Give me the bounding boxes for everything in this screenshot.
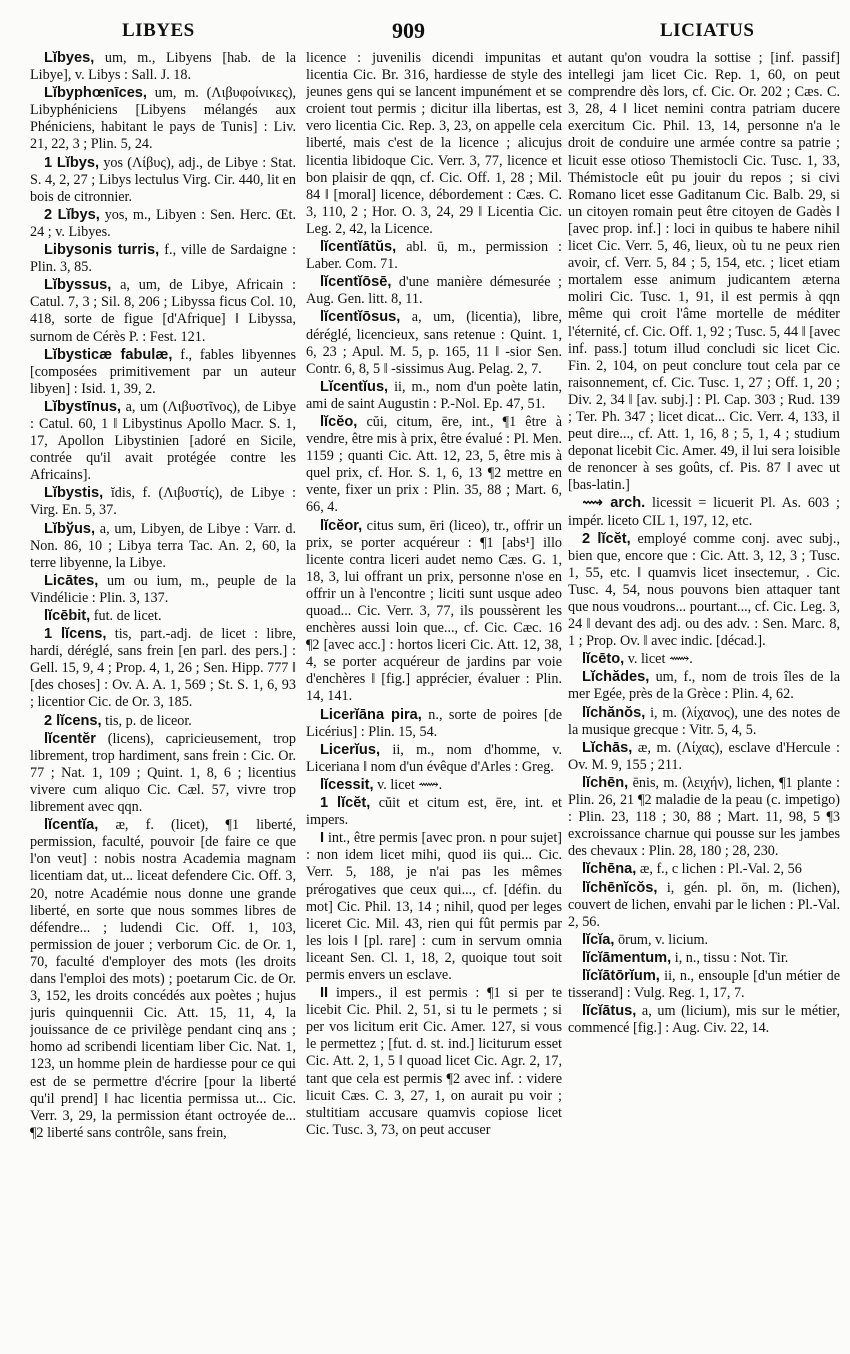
dictionary-entry: [568, 950, 840, 967]
entry-headword: lĭcĭātōrĭum,: [582, 967, 660, 984]
dictionary-entry: [306, 239, 562, 273]
entry-definition: cŭi, citum, ēre, int., ¶1 être à vendre, être mis à prix, être évalué : Pl. Men. 1159 ; quanti Cic. Att. 12, 23, 5, être mis à quel prix, cf. Hor. S. 1, 6, 13 ¶2 mettre en vente, fixer un prix : Plin. 35, 88 ; Mart. 6, 66, 4.: [306, 413, 562, 516]
page-header: [0, 18, 850, 48]
entry-headword: lĭcentĭōsus,: [320, 309, 401, 326]
entry-definition: um, f., nom de trois îles de la mer Egée, près de la Grèce : Plin. 4, 62.: [568, 669, 840, 703]
entry-headword: lĭcĭāmentum,: [582, 949, 672, 966]
entry-definition: employé comme conj. avec subj., bien que, encore que : Cic. Att. 3, 12, 3 ; Tusc. 1, 55, etc. ‖ quamvis licet insectemur, . Cic. Tusc. 4, 54, nous pouvons bien attaquer tant que nous voudrons... pourtant..., cf. Cic. Leg. 3, 24 ‖ devant des adj. ou des adv. : Sen. Marc. 8, 1 ; Prop. Ov. ‖ avec indic. [décad.].: [568, 530, 840, 650]
entry-definition: d'une manière démesurée ; Aug. Gen. litt. 8, 11.: [306, 274, 562, 308]
entry-definition: int., être permis [avec pron. n pour sujet] : non idem licet mihi, quod iis qui... Cic. Verr. 5, 188, je n'ai pas les mêmes prérogatives que ceux qui..., cf. [défin. du mot] Cic. Phil. 13, 14 ; nihil, quod per leges liceret Cic. Mil. 43, rien qui fût permis par les lois ‖ [pl. rare] : cum in servum omnia liceant Sen. Cl. 1, 18, 2, quoique tout soit permis envers un esclave.: [306, 830, 562, 983]
dictionary-entry: [568, 880, 840, 931]
entry-headword: lĭcĭa,: [582, 931, 615, 948]
entry-headword: lĭcentĭātŭs,: [320, 239, 397, 256]
entry-headword: Lĭbyssus,: [44, 277, 112, 294]
right-running-head: LICIATUS: [660, 20, 755, 41]
entry-definition: yos, m., Libyen : Sen. Herc. Œt. 24 ; v. Libyes.: [30, 206, 296, 240]
dictionary-entry: [30, 50, 296, 84]
entry-headword: Lĭchădes,: [582, 669, 650, 686]
entry-headword: Libysonis turris,: [44, 242, 160, 259]
entry-headword: Lĭcentĭus,: [320, 378, 389, 395]
left-running-head: LIBYES: [122, 20, 195, 41]
entry-definition: ōrum, v. licium.: [614, 931, 709, 948]
column-1: [30, 50, 296, 1348]
entry-definition: licessit = licuerit Pl. As. 603 ; impér. liceto CIL 1, 197, 12, etc.: [568, 495, 840, 529]
dictionary-entry: [568, 651, 840, 668]
entry-headword: Licātes,: [44, 572, 99, 589]
dictionary-entry: [306, 777, 562, 794]
dictionary-entry: [306, 742, 562, 776]
dictionary-entry: [568, 740, 840, 774]
entry-headword: II: [320, 985, 329, 1002]
entry-definition: f., ville de Sardaigne : Plin. 3, 85.: [30, 242, 296, 276]
entry-definition: a, um (licium), mis sur le métier, commencé [fig.] : Aug. Civ. 22, 14.: [568, 1003, 840, 1037]
dictionary-entry: [30, 731, 296, 816]
entry-definition: um ou ium, m., peuple de la Vindélicie : Plin. 3, 137.: [30, 572, 296, 606]
dictionary-entry: [568, 495, 840, 529]
entry-headword: lĭcĕor,: [320, 517, 363, 534]
dictionary-entry: [30, 521, 296, 572]
dictionary-entry: [30, 626, 296, 711]
entry-definition: impers., il est permis : ¶1 si per te licebit Cic. Phil. 2, 51, si tu le permets ; si per vos licitum erit Cic. Amer. 127, si vous le permettez ; [fut. d. st. ind.] liciturum esset Cic. Att. 2, 1, 5 ‖ quoad licet Cic. Agr. 2, 17, tant que cela est permis ¶2 avec inf. : videre licuit Cæs. C. 3, 27, 1, on aurait pu voir ; stultitiam accusare quamvis copiose licet Cic. Tusc. 3, 73, on peut accuser: [306, 985, 562, 1138]
entry-headword: lĭcēbit,: [44, 608, 91, 624]
dictionary-entry: [30, 277, 296, 345]
entry-definition: v. licet ⟿.: [373, 776, 443, 793]
dictionary-entry: [568, 861, 840, 878]
entry-headword: 1 lĭcens,: [44, 626, 107, 643]
entry-definition: i, m. (λίχανος), une des notes de la musique grecque : Vitr. 5, 4, 5.: [568, 704, 840, 738]
entry-headword: 2 lĭcĕt,: [582, 530, 631, 547]
entry-definition: æ, f., c lichen : Pl.-Val. 2, 56: [636, 861, 802, 878]
dictionary-entry: [568, 705, 840, 739]
entry-definition: a, um, de Libye, Africain : Catul. 7, 3 ; Sil. 8, 206 ; Libyssa ficus Col. 10, 418, sorte de figue [d'Afrique] ‖ Libyssa, surnom de Cérès P. : Fest. 121.: [30, 277, 296, 345]
entry-headword: Lĭbystīnus,: [44, 398, 122, 415]
entry-headword: lĭchēnĭcŏs,: [582, 879, 658, 896]
dictionary-entry: [568, 50, 840, 494]
entry-definition: a, um, Libyen, de Libye : Varr. d. Non. 86, 10 ; Libya terra Tac. An. 2, 60, la terre libyenne, la Libye.: [30, 520, 296, 571]
entry-definition: fut. de licet.: [90, 608, 162, 624]
dictionary-entry: [306, 309, 562, 377]
entry-headword: Lĭbўus,: [44, 520, 96, 537]
entry-definition: cŭit et citum est, ēre, int. et impers.: [306, 795, 562, 829]
entry-definition: ĭdis, f. (Λιβυστίς), de Libye : Virg. En. 5, 37.: [30, 485, 296, 519]
entry-headword: Lĭchās,: [582, 739, 633, 756]
entry-headword: I: [320, 830, 325, 847]
column-2: [306, 50, 562, 1348]
column-3: [568, 50, 840, 1348]
entry-definition: a, um (Λιβυστῖνος), de Libye : Catul. 60, 1 ‖ Libystinus Apollo Macr. S. 1, 17, Apollon Libystinien [adoré en Sicile, contrée qu'il avait protégée contre les Africains].: [30, 398, 296, 484]
dictionary-entry: [30, 347, 296, 398]
dictionary-entry: [306, 830, 562, 984]
dictionary-entry: [30, 608, 296, 625]
entry-definition: v. licet ⟿.: [624, 651, 693, 668]
entry-headword: 1 Lĭbys,: [44, 154, 100, 171]
entry-definition: um, m., Libyens [hab. de la Libye], v. Libys : Sall. J. 18.: [30, 50, 296, 84]
entry-headword: Lĭbyes,: [44, 50, 95, 66]
entry-headword: lĭcentĭōsē,: [320, 274, 392, 291]
dictionary-entry: [30, 85, 296, 153]
dictionary-entry: [568, 669, 840, 703]
entry-headword: Lĭbyphœnīces,: [44, 85, 147, 102]
dictionary-entry: [306, 414, 562, 517]
entry-headword: Licerĭāna pira,: [320, 706, 422, 723]
dictionary-entry: [568, 968, 840, 1002]
dictionary-entry: [30, 485, 296, 519]
entry-definition: æ, m. (Λίχας), esclave d'Hercule : Ov. M. 9, 155 ; 211.: [568, 739, 840, 773]
entry-headword: lĭcentĭa,: [44, 817, 99, 834]
dictionary-entry: [30, 242, 296, 276]
dictionary-entry: [568, 1003, 840, 1037]
entry-headword: 2 Lĭbys,: [44, 206, 100, 223]
entry-headword: lĭchēna,: [582, 861, 637, 878]
dictionary-entry: [306, 50, 562, 238]
entry-definition: n., sorte de poires [de Licérius] : Plin. 15, 54.: [306, 706, 562, 740]
dictionary-entry: [30, 713, 296, 730]
entry-headword: lĭcĭātus,: [582, 1003, 637, 1020]
entry-definition: um, m. (Λιβυφοίνικες), Libyphéniciens [Libyens mélangés aux Phéniciens, habitant le pays de Tunis] : Liv. 21, 22, 3 ; Plin. 5, 24.: [30, 85, 296, 153]
entry-headword: lĭcentĕr: [44, 730, 96, 747]
entry-headword: lĭchēn,: [582, 774, 629, 791]
dictionary-entry: [568, 775, 840, 860]
entry-definition: licence : juvenilis dicendi impunitas et licentia Cic. Br. 316, hardiesse de style des jeunes gens qui se lancent impunément et se croient tout permis ; dicitur illa libertas, est vero licentia Cic. Rep. 3, 23, on appelle cela liberté, mais c'est de la licence ; alicujus licentia libidoque Cic. Verr. 3, 77, licence et bon plaisir de qqn, cf. Cic. Off. 1, 28 ; Mil. 84 ‖ [moral] licence, débordement : Cæs. C. 3, 110, 2 ; Hor. O. 3, 24, 29 ‖ Licentia Cic. Leg. 2, 42, la Licence.: [306, 50, 562, 237]
entry-headword: Licerĭus,: [320, 741, 381, 758]
entry-definition: abl. ū, m., permission : Laber. Com. 71.: [306, 239, 562, 273]
entry-headword: Lĭbysticæ fabulæ,: [44, 346, 173, 363]
entry-definition: tis, p. de liceor.: [101, 712, 192, 729]
dictionary-entry: [306, 518, 562, 706]
entry-headword: ⟿ arch.: [582, 495, 646, 512]
entry-definition: ii, n., ensouple [d'un métier de tisserand] : Vulg. Reg. 1, 17, 7.: [568, 967, 840, 1002]
entry-definition: tis, part.-adj. de licet : libre, hardi, déréglé, sans frein [en parl. des pers.] : Gell. 15, 9, 4 ; Prop. 4, 1, 26 ; Sen. Hipp. 777 ‖ [des choses] : Ov. A. A. 1, 569 ; St. S. 1, 6, 93 ; licentior Cic. de Or. 3, 185.: [30, 626, 296, 711]
entry-headword: lĭchănŏs,: [582, 704, 646, 721]
dictionary-entry: [306, 707, 562, 741]
entry-headword: 2 lĭcens,: [44, 712, 102, 729]
dictionary-entry: [568, 932, 840, 949]
dictionary-entry: [568, 531, 840, 651]
dictionary-entry: [306, 985, 562, 1139]
entry-definition: (licens), capricieusement, trop librement, trop hardiment, sans frein : Cic. Or. 77 ; Nat. 1, 109 ; Quint. 1, 8, 6 ; licentius vivere cum aliquo Cic. Cæl. 57, vivre trop librement avec qqn.: [30, 730, 296, 816]
entry-headword: lĭcēto,: [582, 651, 625, 668]
entry-definition: ēnis, m. (λειχήν), lichen, ¶1 plante : Plin. 26, 21 ¶2 maladie de la peau (c. impetigo) : Plin. 23, 118 ; 30, 88 ; Mart. 11, 98, 5 ¶3 excroissance charnue qui pousse sur les jambes des chevaux : Plin. 28, 180 ; 28, 230.: [568, 774, 840, 860]
entry-headword: lĭcessit,: [320, 776, 374, 793]
entry-definition: f., fables libyennes [composées primitivement par un auteur libyen] : Isid. 1, 39, 2.: [30, 346, 296, 397]
dictionary-entry: [30, 155, 296, 206]
dictionary-entry: [30, 399, 296, 484]
entry-definition: i, n., tissu : Not. Tir.: [671, 949, 789, 966]
entry-headword: lĭcĕo,: [320, 413, 358, 430]
entry-definition: autant qu'on voudra la sottise ; [inf. passif] intellegi jam licet Cic. Rep. 1, 60, on peut comprendre dès lors, cf. Cic. Or. 202 ; Cæs. C. 3, 28, 4 ‖ licet nemini contra patriam ducere exercitum Cic. Phil. 13, 14, personne n'a le droit de conduire une armée contre sa patrie ; licuit esse otioso Themistocli Cic. Tusc. 1, 33, Thémistocle eût pu jouir du repos ; si civi Romano licet esse Gaditanum Cic. Balb. 29, si un citoyen romain peut être citoyen de Gadès ‖ [avec prop. inf.] : loci in quibus te habere nihil licet Cic. Verr. 5, 46, lieux, où tu ne peux rien avoir, cf. Verr. 5, 84 ; 5, 154, etc. ; licet etiam mortalem esse animum judicantem æterna moliri Cic. Tusc. 1, 91, il est permis à qqn même qui croit l'âme mortelle de méditer l'éternité, cf. Cic. Off. 1, 92 ; Tusc. 5, 44 ‖ [avec inf. pass.] totum illud concludi sic licet Cic. Fin. 2, 104, on peut conclure tout cela par ce raisonnement, cf. Cic. Tusc. 1, 27 ; Off. 1, 20 ; Div. 2, 34 ‖ [av. subj.] : Pl. Cap. 303 ; Rud. 139 ; Ter. Ph. 347 ; licet dicat... Cic. Verr. 4, 133, il peut dire..., cf. Att. 1, 16, 8 ; 5, 1, 4 ; studium deponat licebit Cic. Amer. 49, il lui sera loisible de renoncer à ses goûts, cf. Pis. 87 ‖ avec ut [bas-latin.]: [568, 50, 840, 494]
entry-definition: ii, m., nom d'un poète latin, ami de saint Augustin : P.-Nol. Ep. 47, 51.: [306, 378, 562, 412]
dictionary-entry: [306, 795, 562, 829]
page-number: 909: [392, 18, 425, 43]
dictionary-entry: [30, 817, 296, 1142]
entry-headword: 1 lĭcĕt,: [320, 795, 371, 812]
entry-headword: Lĭbystis,: [44, 485, 104, 502]
entry-definition: ii, m., nom d'homme, v. Liceriana ‖ nom d'un évêque d'Arles : Greg.: [306, 741, 562, 775]
dictionary-entry: [30, 573, 296, 607]
entry-definition: æ, f. (licet), ¶1 liberté, permission, faculté, pouvoir [de faire ce que l'on veut] : nobis nostra Academia magnam licentiam dat, ut... liceat defendere Cic. Off. 3, 20, notre Académie nous donne une grande liberté, en sorte que nous sommes libres de défendre... ; ludendi Cic. Off. 1, 103, permission de jouer ; verborum Cic. de Or. 1, 70, faculté d'employer des mots (les droits dans l'emploi des mots) ; poetarum Cic. de Or. 3, 152, les droits concédés aux poètes ; hujus juris quinquennii Cic. Att. 15, 11, 4, la jouissance de ce privilège pendant cinq ans ; homo ad scribendi licentiam liber Cic. Nat. 1, 123, un homme plein de hardiesse pour ce qui est de se permettre d'écrire [pour la liberté qu'il prend] ‖ hac licentia permissa ut... Cic. Verr. 3, 29, la permission étant octroyée de... ¶2 liberté sans contrôle, sans frein,: [30, 817, 296, 1141]
entry-definition: a, um, (licentia), libre, déréglé, licencieux, sans retenue : Quint. 1, 6, 23 ; Apul. M. 5, p. 165, 11 ‖ -sior Sen. Contr. 6, 8, 5 ‖ -sissimus Aug. Pelag. 2, 7.: [306, 309, 562, 377]
dictionary-entry: [306, 274, 562, 308]
dictionary-entry: [30, 207, 296, 241]
dictionary-entry: [306, 379, 562, 413]
entry-definition: i, gén. pl. ōn, m. (lichen), couvert de lichen, envahi par le lichen : Pl.-Val. 2, 56.: [568, 879, 840, 930]
entry-definition: citus sum, ēri (liceo), tr., offrir un prix, se porter acquéreur : ¶1 [abs¹] illo licente contra liceri audet nemo Cæs. G. 1, 18, 3, lui offrant un prix, personne n'ose en offrir un à l'encontre ; liciti sunt usque adeo quoad... Cic. Verr. 3, 77, ils poussèrent les enchères aussi loin que..., cf. Cic. Cæc. 16 ¶2 [avec acc.] : hortos liceri Cic. Att. 12, 38, 4, se porter acquéreur de jardins par voie d'enchères ‖ [fig.] apprécier, évaluer : Plin. 14, 141.: [306, 517, 562, 705]
entry-definition: yos (Λίβυς), adj., de Libye : Stat. S. 4, 2, 27 ; Libys lectulus Virg. Cir. 440, lit en bois de citronnier.: [30, 154, 296, 205]
